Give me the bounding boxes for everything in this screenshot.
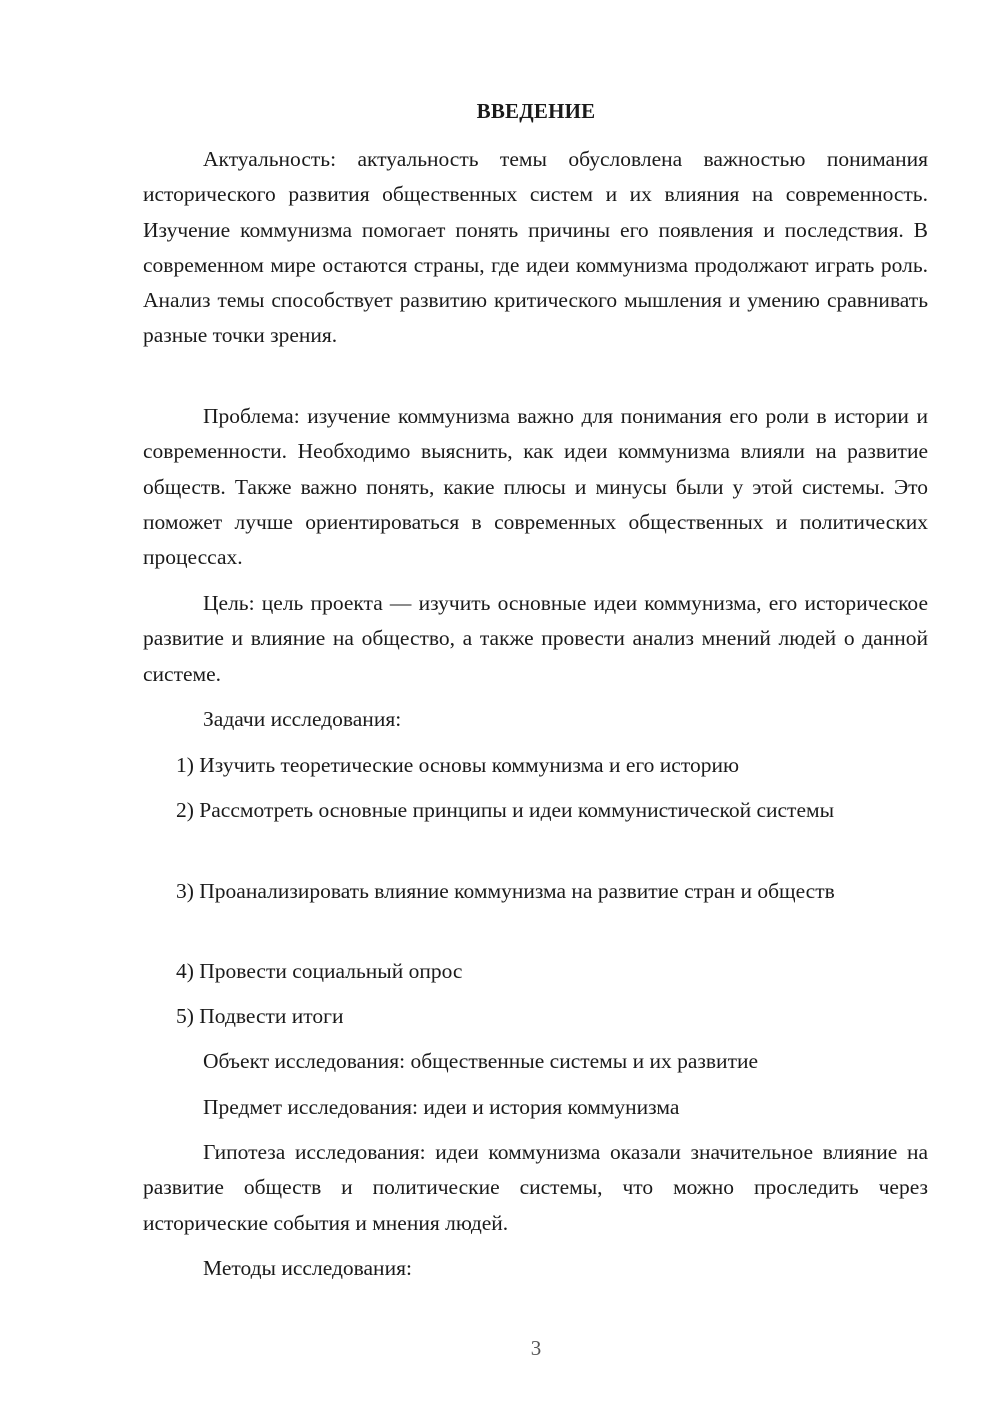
- tasks-heading: Задачи исследования:: [203, 707, 402, 731]
- relevance-paragraph: Актуальность: актуальность темы обусловлена важностью понимания исторического развития общественных систем и их влияния на современность. Изучение коммунизма помогает понять причины его появления и последствия. В современном мире остаются страны, где идеи коммунизма продолжают играть роль. Анализ темы способствует развитию критического мышления и умению сравнивать разные точки зрения.: [143, 147, 928, 348]
- page-number: 3: [530, 1336, 542, 1360]
- task-item-2: 2) Рассмотреть основные принципы и идеи коммунистической системы: [176, 798, 835, 822]
- task-item-4: 4) Провести социальный опрос: [176, 959, 463, 983]
- research-hypothesis: Гипотеза исследования: идеи коммунизма оказали значительное влияние на развитие обществ и политические системы, что можно проследить через исторические события и мнения людей.: [143, 1140, 928, 1235]
- section-title: ВВЕДЕНИЕ: [476, 99, 596, 123]
- research-object: Объект исследования: общественные системы и их развитие: [203, 1049, 759, 1073]
- problem-paragraph: Проблема: изучение коммунизма важно для понимания его роли в истории и современности. Необходимо выяснить, как идеи коммунизма влияли на развитие обществ. Также важно понять, какие плюсы и минусы были у этой системы. Это поможет лучше ориентироваться в современных общественных и политических процессах.: [143, 404, 928, 570]
- task-item-5: 5) Подвести итоги: [176, 1004, 344, 1028]
- task-item-3: 3) Проанализировать влияние коммунизма на развитие стран и обществ: [176, 879, 835, 903]
- task-item-1: 1) Изучить теоретические основы коммунизма и его историю: [176, 753, 740, 777]
- research-methods: Методы исследования:: [203, 1256, 412, 1280]
- research-subject: Предмет исследования: идеи и история коммунизма: [203, 1095, 680, 1119]
- goal-paragraph: Цель: цель проекта — изучить основные идеи коммунизма, его историческое развитие и влияние на общество, а также провести анализ мнений людей о данной системе.: [143, 591, 928, 686]
